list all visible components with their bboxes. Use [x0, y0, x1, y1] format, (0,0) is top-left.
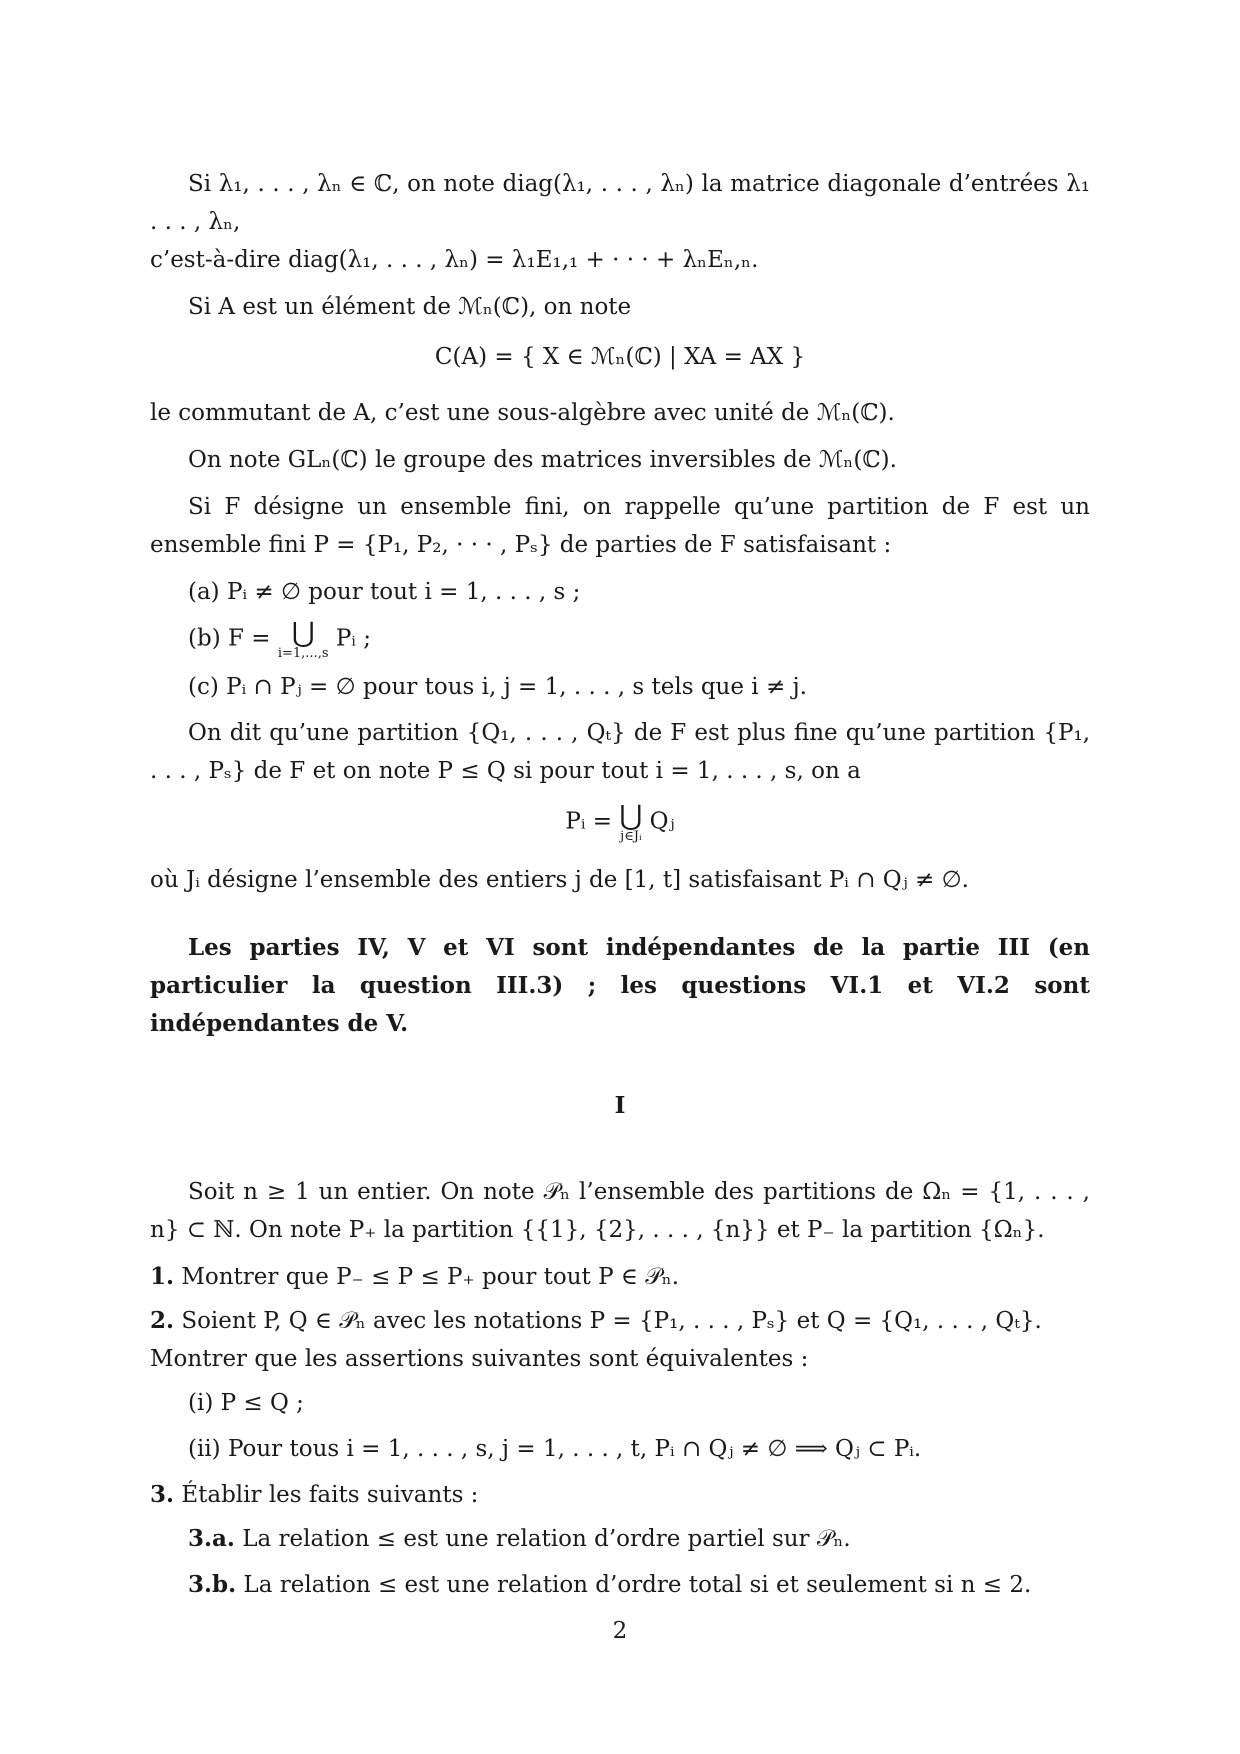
diag-definition — [150, 165, 1090, 279]
assertion-ii: (ii) Pour tous i = 1, . . . , s, j = 1, . . . , t, Pᵢ ∩ Qⱼ ≠ ∅ ⟹ Qⱼ ⊂ Pᵢ. — [188, 1436, 922, 1462]
question-3 — [150, 1476, 1090, 1514]
question-text: Montrer que P₋ ≤ P ≤ P₊ pour tout P ∈ 𝒫ₙ. — [181, 1264, 680, 1290]
union-symbol: ⋃ — [619, 799, 643, 832]
page-body — [150, 165, 1090, 1612]
commutant-definition: le commutant de A, c’est une sous-algèbre avec unité de ℳₙ(ℂ). — [150, 400, 895, 426]
question-number: 2. — [150, 1307, 175, 1334]
union-symbol: ⋃ — [291, 616, 315, 649]
question-number: 1. — [150, 1263, 175, 1290]
condition-a: (a) Pᵢ ≠ ∅ pour tout i = 1, . . . , s ; — [188, 579, 581, 605]
condition-b-left: (b) F = — [188, 625, 271, 652]
question-1 — [150, 1258, 1090, 1296]
question-text: La relation ≤ est une relation d’ordre total si et seulement si n ≤ 2. — [243, 1572, 1032, 1598]
commutant-formula: C(A) = { X ∈ ℳₙ(ℂ) | XA = AX } — [434, 344, 806, 370]
partition-intro: Si F désigne un ensemble fini, on rappelle qu’une partition de F est un ensemble fini P = {P₁, P₂, · · · , Pₛ} de parties de F satisfaisant : — [150, 494, 1090, 558]
question-2 — [150, 1302, 1090, 1378]
question-text: La relation ≤ est une relation d’ordre partiel sur 𝒫ₙ. — [242, 1526, 851, 1552]
independence-note: Les parties IV, V et VI sont indépendantes de la partie III (en particulier la question III.3) ; les questions VI.1 et VI.2 sont indépendantes de V. — [150, 934, 1090, 1037]
diag-line-1: Si λ₁, . . . , λₙ ∈ ℂ, on note diag(λ₁, . . . , λₙ) la matrice diagonale d’entrées λ₁ . . . , λₙ, — [150, 171, 1090, 235]
commutant-intro: Si A est un élément de ℳₙ(ℂ), on note — [188, 294, 632, 320]
part-one-intro: Soit n ≥ 1 un entier. On note 𝒫ₙ l’ensemble des partitions de Ωₙ = {1, . . . , n} ⊂ ℕ. On note P₊ la partition {{1}, {2}, . . . , {n}} et P₋ la partition {Ωₙ}. — [150, 1179, 1090, 1243]
section-title: I — [614, 1092, 626, 1119]
question-text: Établir les faits suivants : — [181, 1482, 479, 1508]
assertion-i: (i) P ≤ Q ; — [188, 1390, 304, 1416]
question-number: 3.a. — [188, 1525, 235, 1552]
condition-c: (c) Pᵢ ∩ Pⱼ = ∅ pour tous i, j = 1, . . . , s tels que i ≠ j. — [188, 674, 807, 700]
ji-definition: où Jᵢ désigne l’ensemble des entiers j de [1, t] satisfaisant Pᵢ ∩ Qⱼ ≠ ∅. — [150, 867, 969, 893]
finer-formula-left: Pᵢ = — [565, 808, 613, 835]
question-text: Soient P, Q ∈ 𝒫ₙ avec les notations P = {P₁, . . . , Pₛ} et Q = {Q₁, . . . , Qₜ}. Montrer que les assertions suivantes sont équivalentes : — [150, 1308, 1042, 1372]
question-number: 3. — [150, 1481, 175, 1508]
finer-formula — [150, 799, 1090, 844]
condition-b-right: Pᵢ ; — [335, 625, 371, 652]
union-operator — [277, 616, 329, 661]
finer-partition-definition: On dit qu’une partition {Q₁, . . . , Qₜ} de F est plus fine qu’une partition {P₁, . . . , Pₛ} de F et on note P ≤ Q si pour tout i = 1, . . . , s, on a — [150, 720, 1090, 784]
question-3b — [188, 1566, 1090, 1604]
condition-b — [188, 616, 1090, 661]
union-operator — [619, 799, 643, 844]
diag-line-2: c’est-à-dire diag(λ₁, . . . , λₙ) = λ₁E₁,₁ + · · · + λₙEₙ,ₙ. — [150, 247, 759, 273]
question-number: 3.b. — [188, 1571, 237, 1598]
finer-formula-right: Qⱼ — [649, 808, 675, 835]
union-limits: j∈Jᵢ — [620, 829, 642, 844]
question-3a — [188, 1520, 1090, 1558]
page-number: 2 — [612, 1618, 628, 1644]
union-limits: i=1,...,s — [277, 646, 329, 661]
gln-definition: On note GLₙ(ℂ) le groupe des matrices inversibles de ℳₙ(ℂ). — [188, 447, 897, 473]
